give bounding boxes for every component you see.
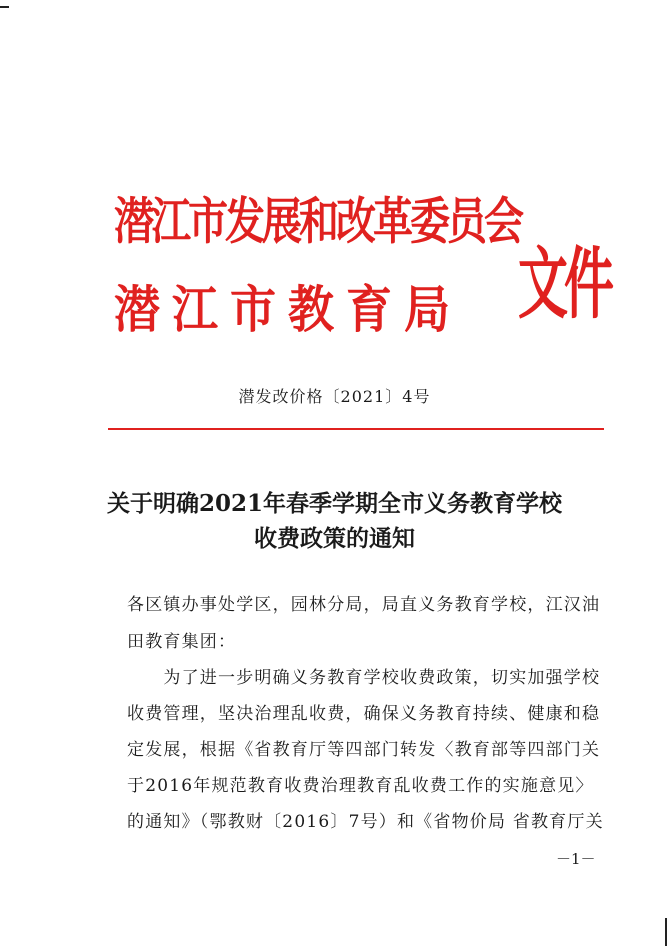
body-line: 为了进一步明确义务教育学校收费政策，切实加强学校 (127, 668, 601, 688)
document-title-line-2: 收费政策的通知 (254, 525, 415, 552)
document-number: 潜发改价格〔2021〕4号 (238, 387, 431, 406)
body-line: 定发展，根据《省教育厅等四部门转发〈教育部等四部门关 (127, 740, 601, 760)
body-line: 收费管理，坚决治理乱收费，确保义务教育持续、健康和稳 (127, 704, 601, 724)
scan-edge-mark (665, 918, 667, 946)
body-line: 于2016年规范教育收费治理教育乱收费工作的实施意见〉 (127, 776, 594, 796)
body-line: 田教育集团： (127, 632, 237, 652)
page-number: －1－ (556, 850, 596, 868)
issuing-org-2: 潜江市教育局 (114, 279, 462, 340)
body-line: 的通知》（鄂教财〔2016〕7号）和《省物价局 省教育厅关 (127, 812, 604, 832)
issuing-org-1: 潜江市发展和改革委员会 (114, 192, 521, 251)
document-type-label: 文件 (518, 237, 610, 329)
body-line: 各区镇办事处学区，园林分局，局直义务教育学校，江汉油 (127, 595, 601, 615)
document-title-line-1: 关于明确2021年春季学期全市义务教育学校 (106, 490, 562, 517)
scan-edge-mark (0, 6, 9, 8)
red-divider (108, 428, 604, 430)
